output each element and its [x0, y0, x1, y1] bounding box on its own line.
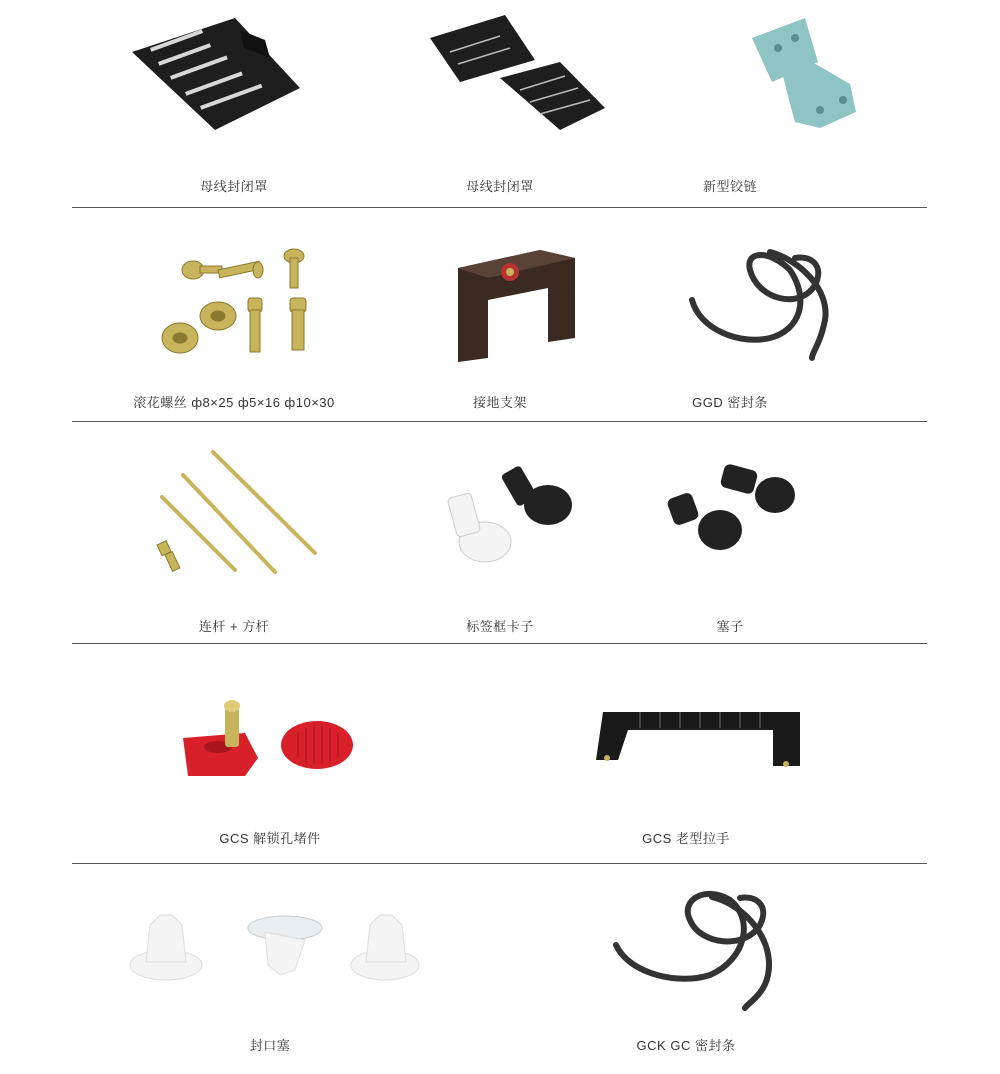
caption-rods: 连杆 + 方杆 — [198, 619, 270, 634]
caption-gcs-handle: GCS 老型拉手 — [642, 831, 730, 846]
caption-label-clip: 标签框卡子 — [466, 619, 534, 634]
caption-grounding-bracket: 接地支架 — [472, 395, 527, 410]
caption-busbar-cover-2: 母线封闭罩 — [466, 179, 534, 194]
caption-gck-seal: GCK GC 密封条 — [636, 1038, 736, 1053]
caption-seal-plug: 封口塞 — [249, 1038, 291, 1053]
caption-knurled-screws: 滚花螺丝 ф8×25 ф5×16 ф10×30 — [133, 395, 335, 410]
caption-busbar-cover-1: 母线封闭罩 — [200, 179, 268, 194]
caption-hinge: 新型铰链 — [702, 179, 757, 194]
caption-ggd-seal: GGD 密封条 — [692, 395, 768, 410]
caption-gcs-unlock-plug: GCS 解锁孔堵件 — [219, 831, 321, 846]
caption-plug: 塞子 — [716, 619, 744, 634]
